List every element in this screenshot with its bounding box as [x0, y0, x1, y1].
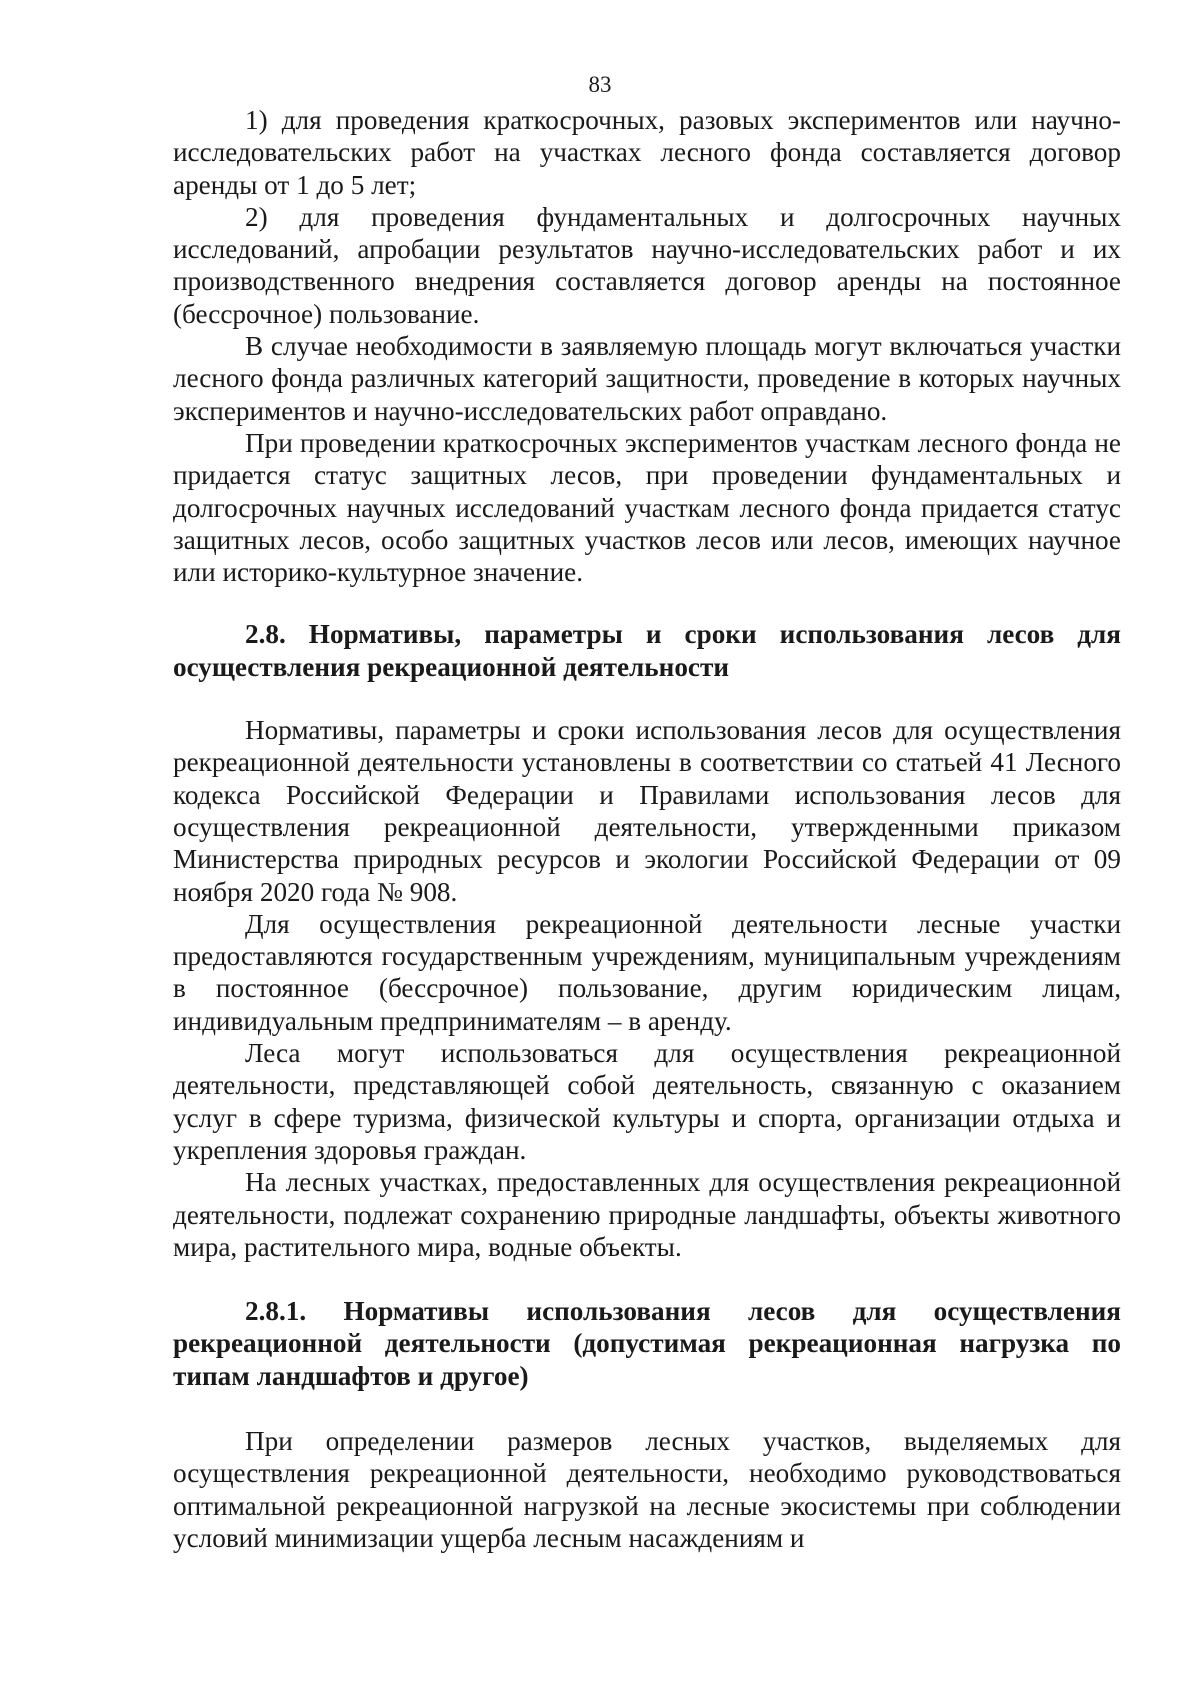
- paragraph: Нормативы, параметры и сроки использования лесов для осуществления рекреационной деятельности установлены в соответствии со статьей 41 Лесного кодекса Российской Федерации и Правилами использования лесов для осуществления рекреационной деятельности, утвержденными приказом Министерства природных ресурсов и экологии Российской Федерации от 09 ноября 2020 года № 908.: [173, 715, 1121, 907]
- paragraph: Для осуществления рекреационной деятельности лесные участки предоставляются государственным учреждениям, муниципальным учреждениям в постоянное (бессрочное) пользование, другим юридическим лицам, индивидуальным предпринимателям – в аренду.: [173, 908, 1121, 1036]
- section-heading: 2.8. Нормативы, параметры и сроки использования лесов для осуществления рекреационной деятельности: [173, 619, 1121, 682]
- paragraph: При определении размеров лесных участков, выделяемых для осуществления рекреационной деятельности, необходимо руководствоваться оптимальной рекреационной нагрузкой на лесные экосистемы при соблюдении условий минимизации ущерба лесным насаждениям и: [173, 1425, 1121, 1553]
- page-content: [173, 104, 1121, 1554]
- paragraph: На лесных участках, предоставленных для осуществления рекреационной деятельности, подлежат сохранению природные ландшафты, объекты животного мира, растительного мира, водные объекты.: [173, 1167, 1121, 1262]
- paragraph: Леса могут использоваться для осуществления рекреационной деятельности, представляющей собой деятельность, связанную с оказанием услуг в сфере туризма, физической культуры и спорта, организации отдыха и укрепления здоровья граждан.: [173, 1038, 1121, 1165]
- subsection-heading: 2.8.1. Нормативы использования лесов для осуществления рекреационной деятельности (допустимая рекреационная нагрузка по типам ландшафтов и другое): [173, 1296, 1121, 1391]
- paragraph: При проведении краткосрочных экспериментов участкам лесного фонда не придается статус защитных лесов, при проведении фундаментальных и долгосрочных научных исследований участкам лесного фонда придается статус защитных лесов, особо защитных участков лесов или лесов, имеющих научное или историко-культурное значение.: [173, 427, 1121, 588]
- paragraph: 2) для проведения фундаментальных и долгосрочных научных исследований, апробации результатов научно-исследовательских работ и их производственного внедрения составляется договор аренды на постоянное (бессрочное) пользование.: [173, 201, 1121, 329]
- page-number: 83: [588, 72, 612, 97]
- paragraph: В случае необходимости в заявляемую площадь могут включаться участки лесного фонда различных категорий защитности, проведение в которых научных экспериментов и научно-исследовательских работ оправдано.: [173, 331, 1121, 426]
- paragraph: 1) для проведения краткосрочных, разовых экспериментов или научно-исследовательских работ на участках лесного фонда составляется договор аренды от 1 до 5 лет;: [173, 105, 1121, 200]
